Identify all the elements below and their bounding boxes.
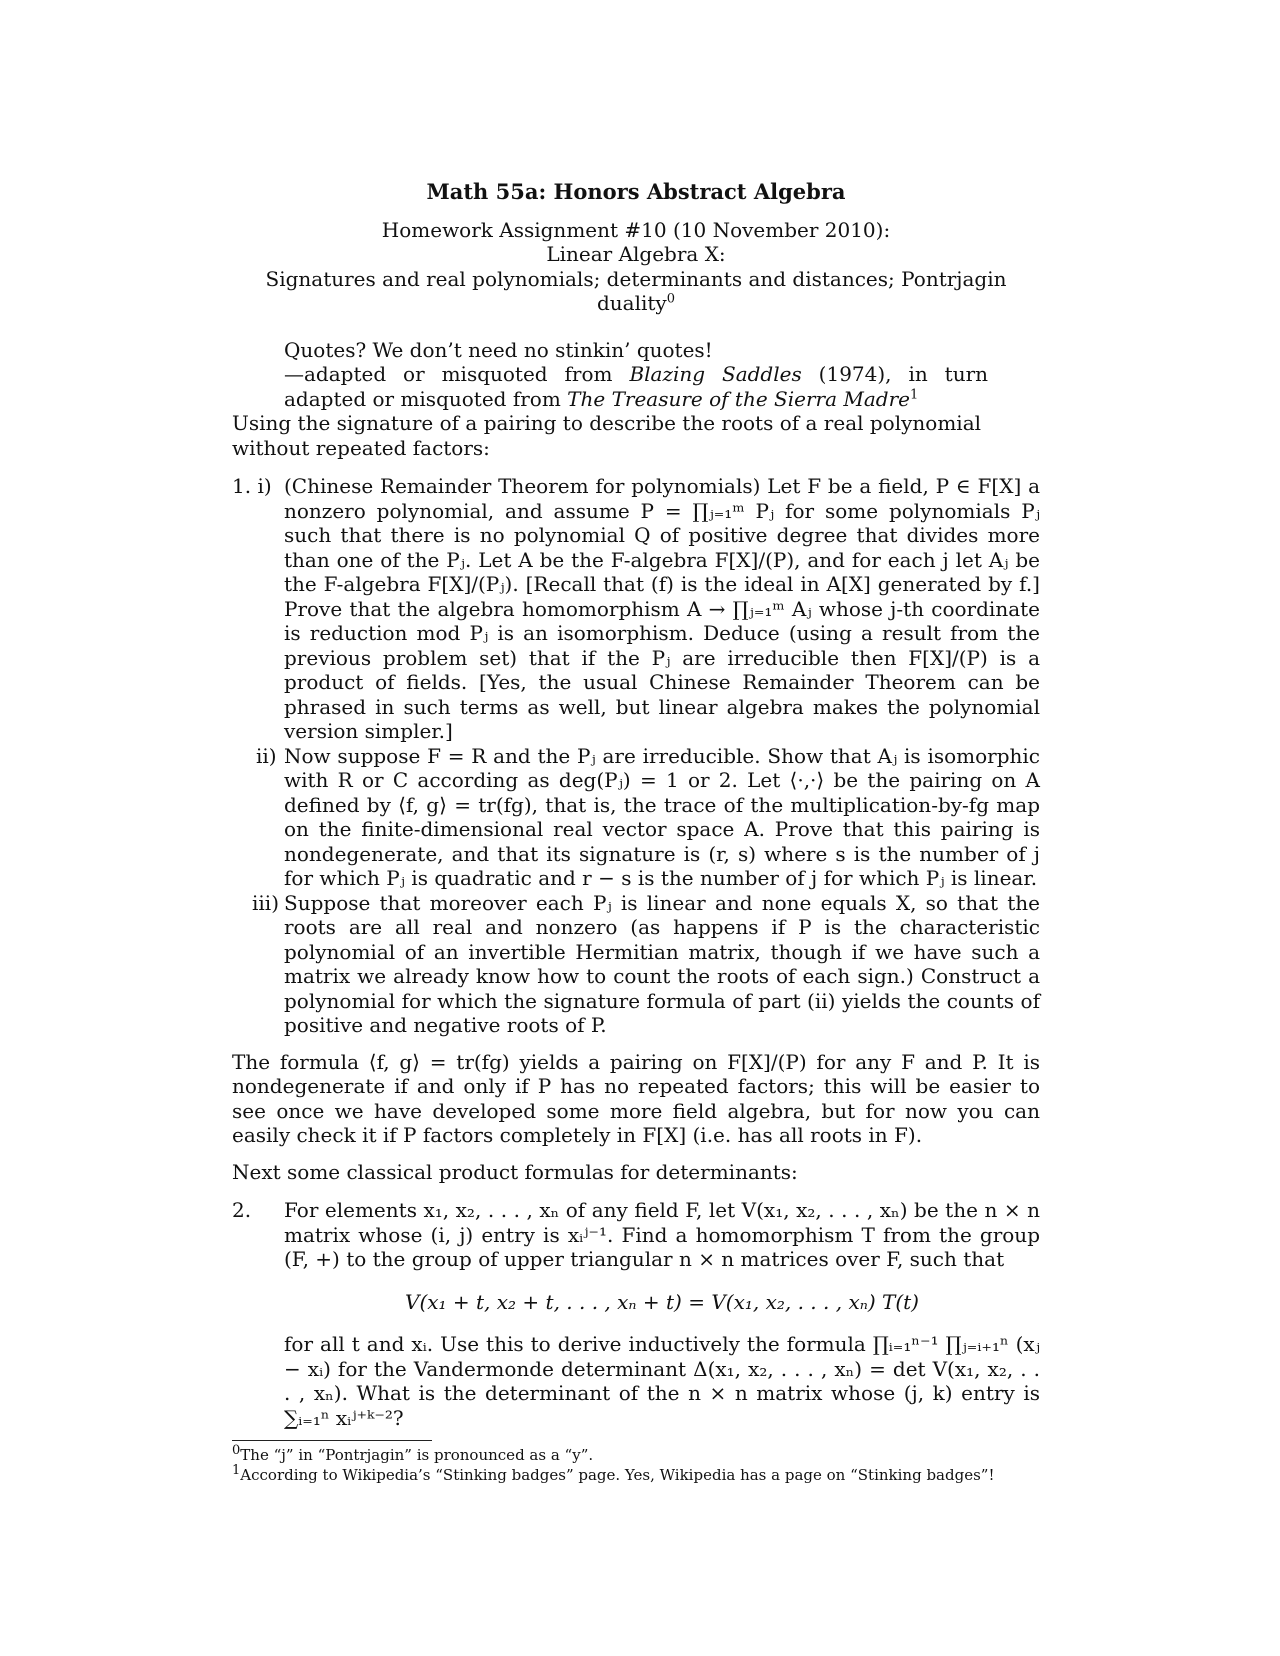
quote-film-1: Blazing Saddles — [629, 362, 802, 386]
document-title: Math 55a: Honors Abstract Algebra — [426, 179, 846, 204]
footnote-mark-1: 1 — [909, 386, 919, 402]
problem-1-part-ii — [256, 743, 1040, 891]
part-iii-text: Suppose that moreover each Pⱼ is linear and none equals X, so that the roots are all real and nonzero (as happens if P is the characteristic polynomial of an invertible Hermitian matrix, though if we have such a matrix we already know how to count the roots of each sign.) Construct a polynomial for which the signature formula of part (ii) yields the counts of positive and negative roots of P. — [284, 890, 1040, 1037]
problem-1-part-iii — [252, 890, 1040, 1038]
paragraph-determinants: Next some classical product formulas for determinants: — [232, 1159, 798, 1184]
subtitle-line-2: Linear Algebra X: — [546, 242, 726, 266]
footnote-1: $^1$According to Wikipedia’s “Stinking badges” page. Yes, Wikipedia has a page on “Stinking badges”! — [232, 1463, 995, 1484]
paragraph-pairing-formula: The formula ⟨f, g⟩ = tr(fg) yields a pairing on F[X]/(P) for any F and P. It is nondegenerate if and only if P has no repeated factors; this will be easier to see once we have developed some more field algebra, but for now you can easily check it if P factors completely in F[X] (i.e. has all roots in F). — [232, 1049, 1040, 1147]
quote-attribution-a: —adapted or misquoted from — [284, 362, 630, 386]
problem-1-number: 1. i) — [232, 474, 272, 498]
quote-film-2: The Treasure of the Sierra Madre — [567, 386, 910, 411]
quote-attribution-b: (1974), in turn adapted or misquoted from — [284, 362, 989, 411]
subtitle-line-1: Homework Assignment #10 (10 November 2010): — [381, 217, 891, 242]
problem-2-number: 2. — [232, 1198, 252, 1222]
section-intro: Using the signature of a pairing to describe the roots of a real polynomial without repeated factors: — [232, 411, 982, 460]
subtitle-line-3 — [232, 267, 1040, 316]
problem-1 — [232, 474, 1040, 1038]
problem-2 — [232, 1198, 1040, 1430]
quote-line-1: Quotes? We don’t need no stinkin’ quotes! — [284, 337, 713, 362]
footnotes — [232, 1445, 1040, 1485]
part-ii-text: Now suppose F = R and the Pⱼ are irreducible. Show that Aⱼ is isomorphic with R or C according as deg(Pⱼ) = 1 or 2. Let ⟨·,·⟩ be the pairing on A defined by ⟨f, g⟩ = tr(fg), that is, the trace of the multiplication-by-fg map on the finite-dimensional real vector space A. Prove that this pairing is nondegenerate, and that its signature is (r, s) where s is the number of j for which Pⱼ is quadratic and r − s is the number of j for which Pⱼ is linear. — [284, 743, 1040, 890]
footnote-mark-0: 0 — [666, 291, 676, 307]
footnote-rule — [232, 1440, 432, 1441]
problem-1-part-i: (Chinese Remainder Theorem for polynomials) Let F be a field, P ∈ F[X] a nonzero polynomial, and assume P = ∏ⱼ₌₁ᵐ Pⱼ for some polynomials Pⱼ such that there is no polynomial Q of positive degree that divides more than one of the Pⱼ. Let A be the F-algebra F[X]/(P), and for each j let Aⱼ be the F-algebra F[X]/(Pⱼ). [Recall that (f) is the ideal in A[X] generated by f.] Prove that the algebra homomorphism A → ∏ⱼ₌₁ᵐ Aⱼ whose j-th coordinate is reduction mod Pⱼ is an isomorphism. Deduce (using a result from the previous problem set) that if the Pⱼ are irreducible then F[X]/(P) is a product of fields. [Yes, the usual Chinese Remainder Theorem can be phrased in such terms as well, but linear algebra makes the polynomial version simpler.] — [284, 474, 1040, 743]
problem-2-display-equation: V(x₁ + t, x₂ + t, . . . , xₙ + t) = V(x₁, x₂, . . . , xₙ) T(t) — [405, 1289, 919, 1314]
subtitle-line-3-text: Signatures and real polynomials; determinants and distances; Pontrjagin duality — [265, 266, 1007, 315]
document-page — [232, 180, 1040, 1485]
quote-attribution — [284, 362, 988, 411]
footnote-0: $^0$The “j” in “Pontrjagin” is pronounced as a “y”. — [232, 1443, 594, 1464]
epigraph-quote — [284, 338, 988, 412]
problem-2-text-a: For elements x₁, x₂, . . . , xₙ of any field F, let V(x₁, x₂, . . . , xₙ) be the n × n matrix whose (i, j) entry is xᵢʲ⁻¹. Find a homomorphism T from the group (F, +) to the group of upper triangular n × n matrices over F, such that — [284, 1198, 1040, 1271]
problem-2-text-b: for all t and xᵢ. Use this to derive inductively the formula ∏ᵢ₌₁ⁿ⁻¹ ∏ⱼ₌ᵢ₊₁ⁿ (xⱼ − xᵢ) for the Vandermonde determinant Δ(x₁, x₂, . . . , xₙ) = det V(x₁, x₂, . . . , xₙ). What is the determinant of the n × n matrix whose (j, k) entry is ∑ᵢ₌₁ⁿ xᵢʲ⁺ᵏ⁻²? — [284, 1332, 1040, 1430]
part-iii-label: iii) — [252, 890, 279, 915]
part-ii-label: ii) — [256, 743, 277, 768]
